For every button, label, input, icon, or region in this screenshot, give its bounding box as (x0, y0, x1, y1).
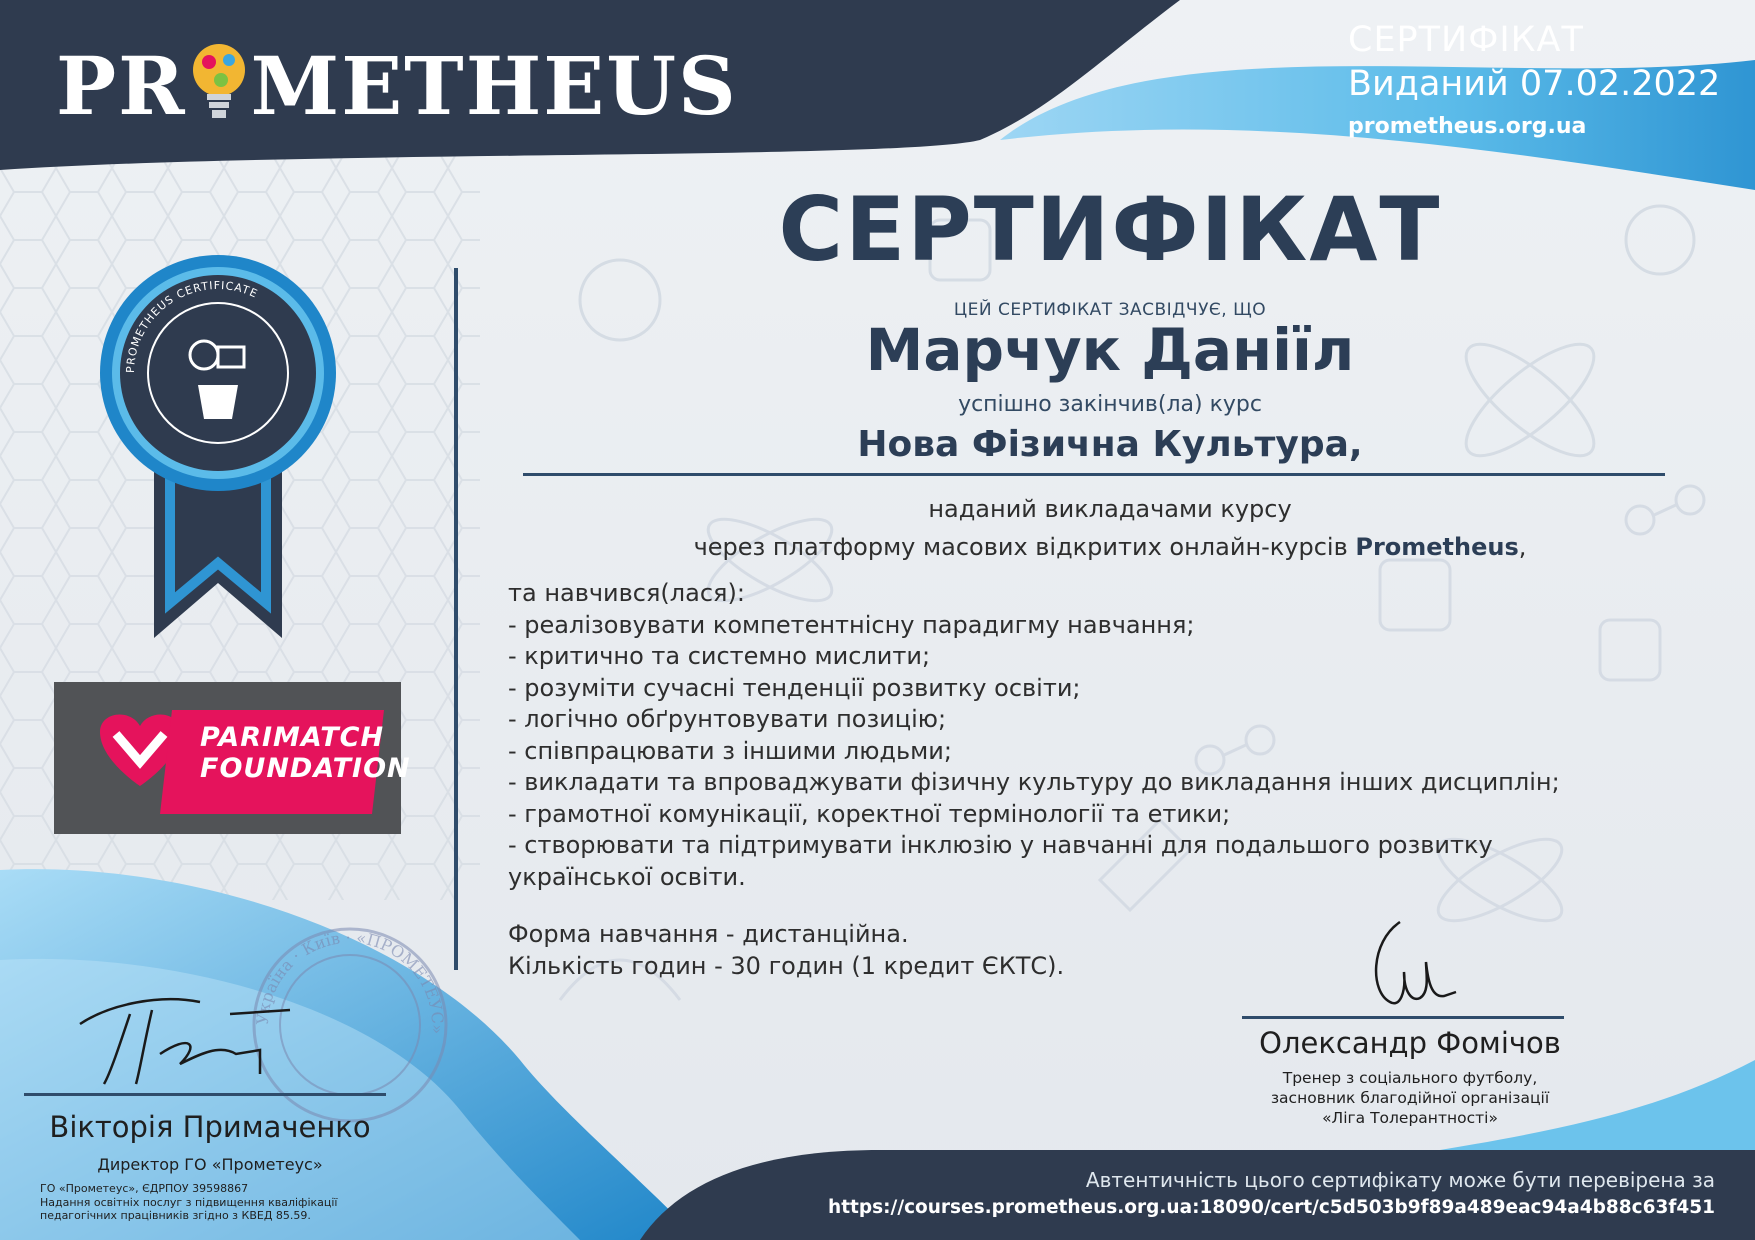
skill-item: - створювати та підтримувати інклюзію у навчанні для подальшого розвитку (508, 831, 1493, 859)
vertical-divider (454, 268, 458, 970)
signatory-right-name: Олександр Фомічов (1259, 1026, 1561, 1060)
platform-text (520, 533, 1700, 561)
study-details (508, 918, 1064, 982)
study-form: Форма навчання - дистанційна. (508, 920, 909, 948)
badge-ring-text: PROMETHEUS CERTIFICATE (123, 278, 261, 374)
org-line: ГО «Прометеус», ЄДРПОУ 39598867 (40, 1182, 249, 1195)
certificate-title: СЕРТИФІКАТ (778, 178, 1442, 281)
organization-info (40, 1182, 337, 1223)
signature-left (60, 984, 310, 1094)
skill-item: - розуміти сучасні тенденції розвитку освіти; (508, 673, 1081, 702)
logo-text-right: METHEUS (250, 39, 738, 133)
study-hours: Кількість годин - 30 годин (1 кредит ЄКТС). (508, 952, 1065, 980)
certificate-badge (98, 253, 338, 647)
signature-line-left (24, 1093, 386, 1096)
skill-item: - викладати та впроваджувати фізичну культуру до викладання інших дисциплін; (508, 768, 1560, 796)
org-line: педагогічних працівників згідно з КВЕД 85.59. (40, 1209, 311, 1222)
lightbulb-icon (187, 38, 251, 133)
recipient-name: Марчук Даніїл (865, 316, 1355, 384)
given-by-text: наданий викладачами курсу (928, 495, 1292, 523)
signatory-left-name: Вікторія Примаченко (49, 1110, 371, 1144)
skills-intro: та навчився(лася): (508, 579, 745, 607)
org-line: Надання освітніх послуг з підвищення кваліфікації (40, 1195, 338, 1209)
platform-suffix: , (1518, 533, 1527, 561)
site-link[interactable]: prometheus.org.ua (1348, 114, 1587, 139)
attest-text: ЦЕЙ СЕРТИФІКАТ ЗАСВІДЧУЄ, ЩО (953, 300, 1267, 320)
logo-text-left: PR (56, 39, 187, 133)
skill-item: - грамотної комунікації, коректної термінології та етики; (508, 799, 1231, 828)
signature-right (1360, 912, 1480, 1016)
verification-text: Автентичність цього сертифікату може бути перевірена за (1085, 1168, 1715, 1192)
verification-url[interactable]: https://courses.prometheus.org.ua:18090/cert/c5d503b9f89a489eac94a4b88c63f451 (828, 1197, 1715, 1218)
issue-date: Виданий 07.02.2022 (1348, 64, 1721, 104)
sponsor-line-2: FOUNDATION (200, 753, 411, 784)
header-issue-info (1348, 20, 1720, 139)
signatory-left-role: Директор ГО «Прометеус» (97, 1155, 323, 1174)
role-line: засновник благодійної організації (1270, 1089, 1550, 1107)
skill-item: - логічно обґрунтовувати позицію; (508, 705, 947, 733)
platform-name: Prometheus (1355, 533, 1519, 561)
skill-item: - реалізовувати компетентнісну парадигму навчання; (508, 610, 1195, 639)
course-underline (523, 473, 1665, 476)
role-line: Тренер з соціального футболу, (1282, 1069, 1538, 1087)
role-line: «Ліга Толерантності» (1322, 1109, 1498, 1127)
skill-item: - співпрацювати з іншими людьми; (508, 736, 952, 765)
completed-text: успішно закінчив(ла) курс (958, 392, 1262, 417)
skill-item: - критично та системно мислити; (508, 642, 931, 670)
signatory-right-role (1200, 1068, 1620, 1128)
platform-prefix: через платформу масових відкритих онлайн-курсів (693, 533, 1356, 561)
sponsor-line-1: PARIMATCH (200, 722, 385, 753)
sponsor-name (200, 722, 411, 784)
course-name: Нова Фізична Культура, (857, 424, 1363, 465)
stamp-text: Україна · Київ · «ПРОМЕТЕУС» (252, 927, 448, 1035)
skill-item: української освіти. (508, 862, 746, 891)
prometheus-logo (56, 38, 738, 133)
skills-list (508, 578, 1648, 893)
header-label: СЕРТИФІКАТ (1348, 20, 1584, 60)
signature-line-right (1242, 1016, 1564, 1019)
